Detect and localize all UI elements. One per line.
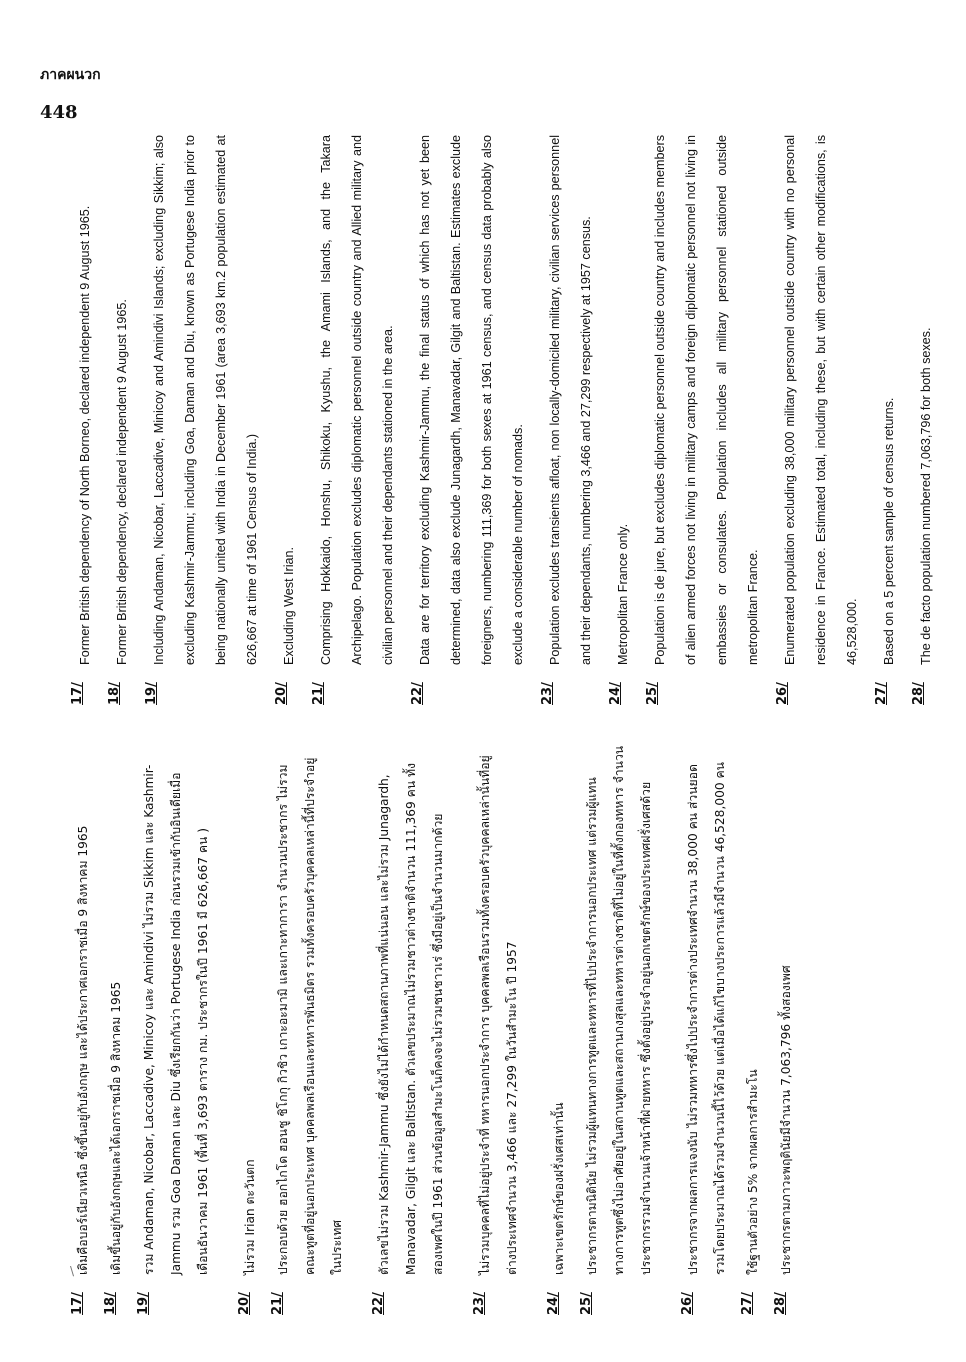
note-number: 28/ <box>773 1292 788 1315</box>
thai-note-23 <box>472 745 526 1315</box>
note-number: 24/ <box>546 1292 561 1315</box>
note-text: ไม่รวมบุคคลที่ไม่อยู่ประจำที่ ทหารนอกประจำการ บุคคลพลเรือนรวมทั้งครอบครัวบุคคลเหล่านั้นที่อยู่ต่างประเทศจำนวน 3,466 และ 27,299 ในวันสำมะโน ปี 1957 <box>478 755 519 1275</box>
english-note-19 <box>144 135 268 705</box>
note-text: Data are for territory excluding Kashmir-Jammu, the final status of which has not yet been determined, data also exclude Junagardh, Manavadar, Gilgit and Baltistan. Estimates exclude foreigners, numbering 111,369 for both sexes at 1961 census, and census data probably also exclude a considerable number of nomads. <box>418 135 525 665</box>
note-number: 17/ <box>70 1292 85 1315</box>
english-note-20 <box>274 135 305 705</box>
note-text: Population is de jure, but excludes diplomatic personnel outside country and includes members of alien armed forces not living in military camps and foreign diplomatic personnel not living in embassies or consulates. Population includes all military personnel stationed outside metropolitan France. <box>653 135 760 665</box>
thai-note-24 <box>546 745 573 1315</box>
note-text: Based on a 5 percent sample of census returns. <box>882 397 896 665</box>
note-number: 23/ <box>540 682 555 705</box>
note-text: Excluding West Irian. <box>282 546 296 665</box>
thai-note-18 <box>103 745 130 1315</box>
section-label: ภาคผนวก <box>40 67 101 83</box>
thai-note-19 <box>136 745 217 1315</box>
english-note-28 <box>911 135 942 705</box>
note-text: รวม Andaman, Nicobar, Laccadive, Minicoy และ Amindivi ไม่รวม Sikkim และ Kashmir-Jammu รวม Goa Daman และ Diu ซึ่งเรียกกันว่า Portugese India ก่อนรวมเข้ากับอินเดียเมื่อเดือนธันวาคม 1961 (พื้นที่ 3,693 ตาราง กม. ประชากรในปี 1961 มี 626,667 คน ) <box>142 764 210 1275</box>
english-note-24 <box>608 135 639 705</box>
note-number: 22/ <box>371 1292 386 1315</box>
english-note-27 <box>874 135 905 705</box>
note-text: The de facto population numbered 7,063,796 for both sexes. <box>919 327 933 665</box>
note-number: 28/ <box>911 682 926 705</box>
thai-note-22 <box>371 745 452 1315</box>
english-note-17 <box>70 135 101 705</box>
note-text: ประชากรตามนิตินัย ไม่รวมผู้แทนทางการทูตและทหารที่ไปประจำการนอกประเทศ แต่รวมผู้แทนทางการทูตซึ่งไม่อาศัยอยู่ในสถานทูตและสถานกงสุลและทหารต่างชาติที่ไม่อยู่ในที่ตั้งกองทหาร จำนวนประชากรรวมจำนวนเจ้าหน้าที่ฝ่ายทหาร ซึ่งตั้งอยู่ประจำอยู่นอกเขตรักษ์ของประเทศฝรั่งเศสด้วย <box>585 745 653 1275</box>
page-number: 448 <box>40 102 78 123</box>
note-number: 27/ <box>740 1292 755 1315</box>
stray-mark: \ <box>70 1264 75 1278</box>
note-number: 27/ <box>874 682 889 705</box>
thai-note-28 <box>773 745 800 1315</box>
note-text: Including Andaman, Nicobar, Laccadive, Minicoy and Amindivi Islands; excluding Sikkim; also excluding Kashmir-Jammu; including Goa, Daman and Diu, known as Portugese India prior to being nationally united with India in December 1961 (area 3,693 km.2 population estimated at 626,667 at time of 1961 Census of India.) <box>152 135 259 665</box>
note-text: ใช้ฐานตัวอย่าง 5% จากผลการสำมะโน <box>746 1069 760 1275</box>
note-number: 25/ <box>579 1292 594 1315</box>
note-number: 18/ <box>103 1292 118 1315</box>
thai-note-25 <box>579 745 660 1315</box>
note-number: 22/ <box>410 682 425 705</box>
note-number: 20/ <box>274 682 289 705</box>
thai-note-17 <box>70 745 97 1315</box>
note-number: 25/ <box>645 682 660 705</box>
page-header <box>40 64 101 123</box>
note-number: 24/ <box>608 682 623 705</box>
note-number: 18/ <box>107 682 122 705</box>
english-note-18 <box>107 135 138 705</box>
thai-note-20 <box>237 745 264 1315</box>
note-text: เดิมคือบอร์เนียวเหนือ ซึ่งขึ้นอยู่กับอังกฤษ และได้ประกาศเอกราชเมื่อ 9 สิงหาคม 1965 <box>76 825 90 1275</box>
english-note-21 <box>311 135 404 705</box>
note-text: ไม่รวม Irian ตะวันตก <box>243 1159 257 1275</box>
note-number: 26/ <box>775 682 790 705</box>
note-number: 26/ <box>680 1292 695 1315</box>
thai-note-26 <box>680 745 734 1315</box>
thai-note-27 <box>740 745 767 1315</box>
note-text: เฉพาะเขตรักษ์ของฝรั่งเศสเท่านั้น <box>552 1102 566 1275</box>
note-text: Former British dependency, declared independent 9 August 1965. <box>115 299 129 665</box>
note-text: ประชากรจากผลการแจงนับ ไม่รวมทหารซึ่งไปประจำการต่างประเทศจำนวน 38,000 คน ส่วนยอดรวมโดยประมาณได้รวมจำนวนนี้ไว้ด้วย แต่เมื่อได้แก้ไขบางประการแล้วมีจำนวน 46,528,000 คน <box>686 762 727 1275</box>
english-note-25 <box>645 135 769 705</box>
note-text: Comprising Hokkaido, Honshu, Shikoku, Kyushu, the Amami Islands, and the Takara Archipelago. Population excludes diplomatic personnel outside country and Allied military and civilian personnel and their dependants stationed in the area. <box>319 135 395 665</box>
note-text: เดิมขึ้นอยู่กับอังกฤษและได้เอกราชเมื่อ 9 สิงหาคม 1965 <box>109 981 123 1275</box>
note-number: 21/ <box>311 682 326 705</box>
note-text: ประชากรตามภาวะพฤตินัยมีจำนวน 7,063,796 ทั้งสองเพศ <box>779 965 793 1275</box>
rotated-footnotes-page <box>70 135 933 1315</box>
note-number: 23/ <box>472 1292 487 1315</box>
english-footnotes-column <box>70 135 948 705</box>
note-text: ตัวเลขไม่รวม Kashmir-Jammu ซึ่งยังไม่ได้กำหนดสถานภาพที่แน่นอน และไม่รวม Junagardh, Manavadar, Gilgit และ Baltistan. ตัวเลขประมาณไม่รวมชาวต่างชาติจำนวน 111,369 คน ทั้งสองเพศในปี 1961 ส่วนข้อมูลสำมะโนก็คงจะไม่รวมชนชาวเร่ ซึ่งมีอยู่เป็นจำนวนมากด้วย <box>377 762 445 1275</box>
note-text: Population excludes transients afloat, non locally-domiciled military, civilian services personnel and their dependants, numbering 3,466 and 27,299 respectively at 1957 census. <box>548 135 593 665</box>
note-text: Former British dependency of North Borneo, declared independent 9 August 1965. <box>78 205 92 665</box>
english-note-22 <box>410 135 534 705</box>
english-note-23 <box>540 135 602 705</box>
note-number: 17/ <box>70 682 85 705</box>
note-text: Enumerated population excluding 38,000 military personnel outside country with no personal residence in France. Estimated total, including these, but with certain other modifications, is 46,528,000. <box>783 135 859 665</box>
note-number: 21/ <box>270 1292 285 1315</box>
note-number: 19/ <box>144 682 159 705</box>
thai-footnotes-column <box>70 745 806 1315</box>
note-text: Metropolitan France only. <box>616 523 630 665</box>
note-number: 20/ <box>237 1292 252 1315</box>
thai-note-21 <box>270 745 351 1315</box>
note-number: 19/ <box>136 1292 151 1315</box>
note-text: ประกอบด้วย ฮอกไกโด ฮอนชู ชิโกกุ กิวชิว เกาะอะมามิ และเกาะทาการา จำนวนประชากร ไม่รวมคณะทูตที่อยู่นอกประเทศ บุคคลพลเรือนและทหารพันธมิตร รวมทั้งครอบครัวบุคคลเหล่านี้ที่ประจำอยู่ในประเทศ <box>276 757 344 1275</box>
english-note-26 <box>775 135 868 705</box>
